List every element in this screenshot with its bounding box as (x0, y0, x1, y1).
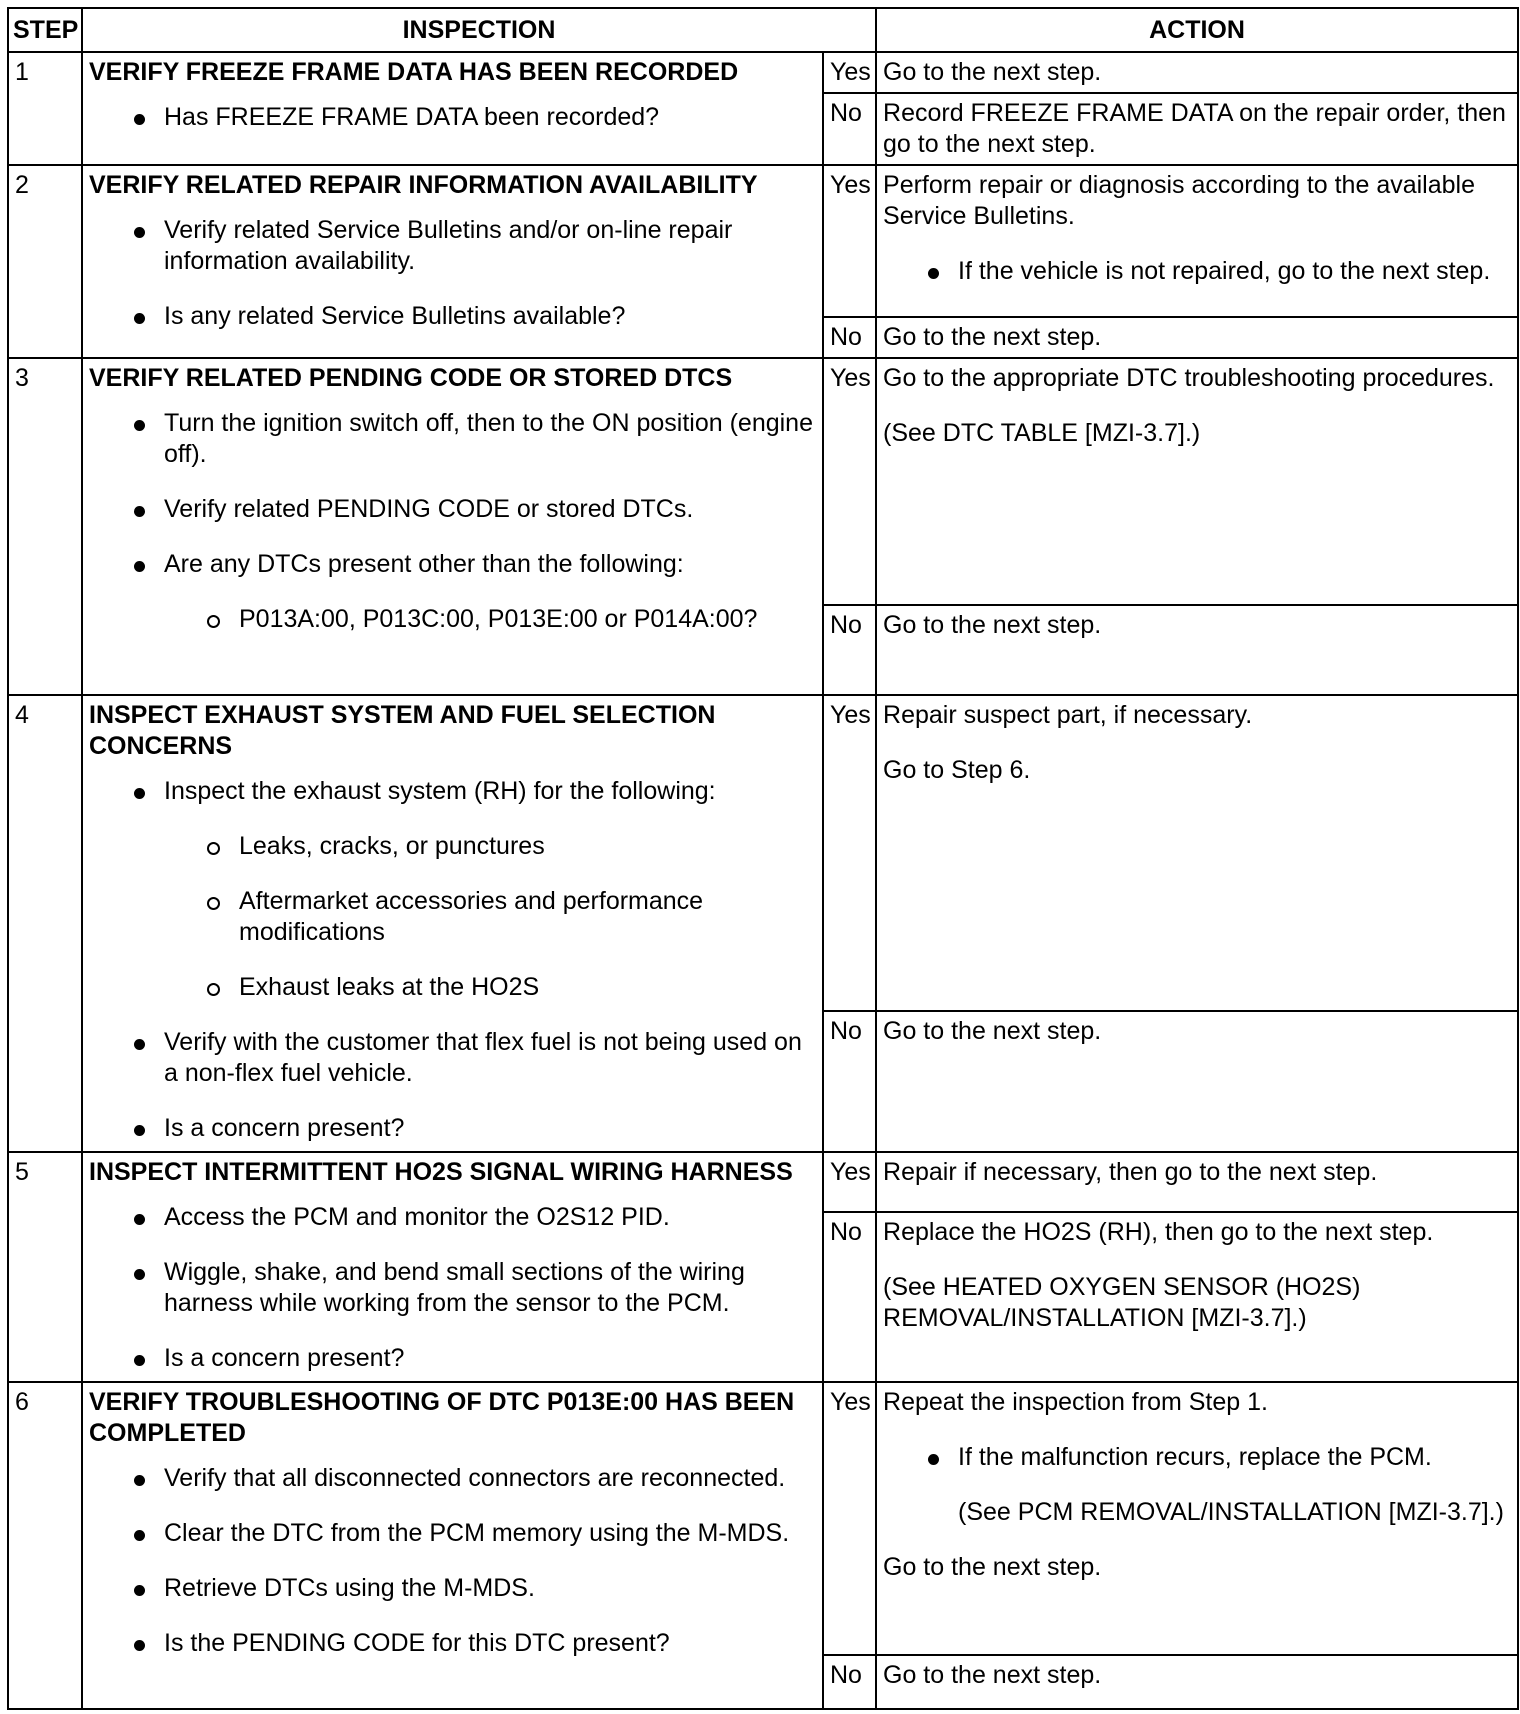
inspection-bullet: Verify related Service Bulletins and/or on-line repair information availability. (89, 215, 816, 277)
header-inspection: INSPECTION (82, 8, 876, 52)
step-3-yes-row (8, 358, 1518, 605)
no-action (876, 317, 1518, 358)
inspection-bullet: Access the PCM and monitor the O2S12 PID. (89, 1202, 816, 1233)
step-inspection (82, 165, 823, 358)
inspection-bullet: Verify related PENDING CODE or stored DTCs. (89, 494, 816, 525)
yes-action (876, 1382, 1518, 1655)
yes-label: Yes (823, 695, 876, 1011)
inspection-bullet: Turn the ignition switch off, then to the ON position (engine off). (89, 408, 816, 470)
step-inspection (82, 52, 823, 165)
action-text: Go to the next step. (883, 58, 1102, 86)
action-text: Perform repair or diagnosis according to the available Service Bulletins. (883, 171, 1475, 230)
no-action (876, 1011, 1518, 1152)
inspection-bullet: Wiggle, shake, and bend small sections of the wiring harness while working from the sensor to the PCM. (89, 1257, 816, 1319)
step-inspection (82, 695, 823, 1152)
yes-action (876, 695, 1518, 1011)
step-number: 5 (8, 1152, 82, 1382)
yes-label: Yes (823, 1152, 876, 1212)
step-number: 6 (8, 1382, 82, 1709)
action-bullet: If the malfunction recurs, replace the PCM. (883, 1442, 1511, 1473)
step-title: VERIFY FREEZE FRAME DATA HAS BEEN RECORDED (89, 58, 739, 86)
step-inspection (82, 1152, 823, 1382)
action-text: Repeat the inspection from Step 1. (883, 1388, 1268, 1416)
inspection-bullet: Clear the DTC from the PCM memory using the M-MDS. (89, 1518, 816, 1549)
inspection-bullet: Is a concern present? (89, 1113, 816, 1144)
inspection-bullet: Verify that all disconnected connectors are reconnected. (89, 1463, 816, 1494)
action-text: Go to the next step. (883, 611, 1102, 639)
step-2-yes-row (8, 165, 1518, 317)
header-step: STEP (8, 8, 82, 52)
action-text: Repair if necessary, then go to the next step. (883, 1158, 1378, 1186)
action-note: (See DTC TABLE [MZI-3.7].) (883, 419, 1201, 447)
action-text: Go to the next step. (883, 323, 1102, 351)
step-title: VERIFY RELATED REPAIR INFORMATION AVAILABILITY (89, 171, 758, 199)
action-bullet: If the vehicle is not repaired, go to the next step. (883, 256, 1511, 287)
no-action (876, 1655, 1518, 1709)
action-text: Replace the HO2S (RH), then go to the next step. (883, 1218, 1434, 1246)
troubleshooting-table (7, 7, 1519, 1710)
no-label: No (823, 1655, 876, 1709)
inspection-subbullet: Aftermarket accessories and performance modifications (89, 886, 816, 948)
inspection-bullet: Are any DTCs present other than the following: (89, 549, 816, 580)
inspection-bullet: Has FREEZE FRAME DATA been recorded? (89, 102, 816, 133)
header-action: ACTION (876, 8, 1518, 52)
yes-action (876, 1152, 1518, 1212)
step-6-yes-row (8, 1382, 1518, 1655)
step-title: INSPECT EXHAUST SYSTEM AND FUEL SELECTION CONCERNS (89, 701, 716, 760)
step-title: VERIFY TROUBLESHOOTING OF DTC P013E:00 HAS BEEN COMPLETED (89, 1388, 795, 1447)
no-action (876, 605, 1518, 695)
inspection-subbullet: Leaks, cracks, or punctures (89, 831, 816, 862)
inspection-bullet: Is any related Service Bulletins available? (89, 301, 816, 332)
inspection-bullet: Retrieve DTCs using the M-MDS. (89, 1573, 816, 1604)
step-number: 3 (8, 358, 82, 695)
action-bullet-note: (See PCM REMOVAL/INSTALLATION [MZI-3.7].) (958, 1498, 1504, 1526)
step-number: 1 (8, 52, 82, 165)
action-text: Go to the next step. (883, 1661, 1102, 1689)
action-text: Go to the appropriate DTC troubleshooting procedures. (883, 364, 1495, 392)
action-note: Go to the next step. (883, 1553, 1102, 1581)
inspection-bullet: Is the PENDING CODE for this DTC present? (89, 1628, 816, 1659)
no-label: No (823, 605, 876, 695)
action-note: (See HEATED OXYGEN SENSOR (HO2S) REMOVAL/INSTALLATION [MZI-3.7].) (883, 1273, 1361, 1332)
step-1-yes-row (8, 52, 1518, 93)
step-title: VERIFY RELATED PENDING CODE OR STORED DTCS (89, 364, 733, 392)
no-label: No (823, 1011, 876, 1152)
no-action (876, 93, 1518, 165)
action-text: Repair suspect part, if necessary. (883, 701, 1253, 729)
action-note: Go to Step 6. (883, 756, 1031, 784)
step-number: 2 (8, 165, 82, 358)
step-4-yes-row (8, 695, 1518, 1011)
no-label: No (823, 1212, 876, 1382)
yes-label: Yes (823, 165, 876, 317)
step-5-yes-row (8, 1152, 1518, 1212)
step-number: 4 (8, 695, 82, 1152)
action-text: Record FREEZE FRAME DATA on the repair order, then go to the next step. (883, 99, 1506, 158)
header-row (8, 8, 1518, 52)
no-label: No (823, 93, 876, 165)
step-title: INSPECT INTERMITTENT HO2S SIGNAL WIRING HARNESS (89, 1158, 793, 1186)
no-action (876, 1212, 1518, 1382)
yes-label: Yes (823, 358, 876, 605)
inspection-bullet: Verify with the customer that flex fuel is not being used on a non-flex fuel vehicle. (89, 1027, 816, 1089)
inspection-bullet: Inspect the exhaust system (RH) for the following: (89, 776, 816, 807)
yes-label: Yes (823, 1382, 876, 1655)
inspection-subbullet: P013A:00, P013C:00, P013E:00 or P014A:00? (89, 604, 816, 635)
action-text: Go to the next step. (883, 1017, 1102, 1045)
yes-action (876, 165, 1518, 317)
no-label: No (823, 317, 876, 358)
inspection-subbullet: Exhaust leaks at the HO2S (89, 972, 816, 1003)
yes-action (876, 358, 1518, 605)
yes-action (876, 52, 1518, 93)
inspection-bullet: Is a concern present? (89, 1343, 816, 1374)
step-inspection (82, 358, 823, 695)
step-inspection (82, 1382, 823, 1709)
yes-label: Yes (823, 52, 876, 93)
